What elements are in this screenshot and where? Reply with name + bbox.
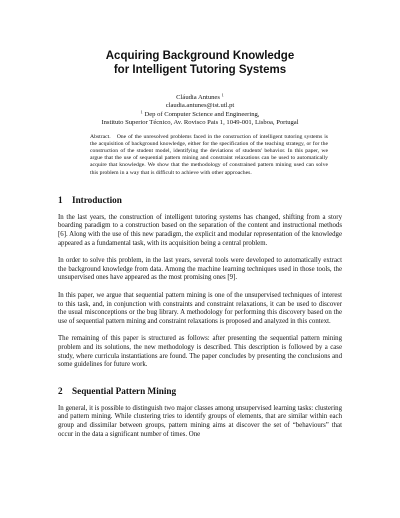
title-line-1: Acquiring Background Knowledge [105, 50, 295, 62]
paragraph: In the last years, the construction of intelligent tutoring systems has changed, shifting from a story boarding paradigm to a construction based on the separation of the content and instructional methods [6]. Along with the use of this new paradigm, the explicit and modular representation of the knowledge appeared as a fundamental task, with its acquisition being a central problem. [58, 213, 342, 247]
abstract [90, 134, 328, 177]
paragraph: The remaining of this paper is structured as follows: after presenting the sequential pattern mining problem and its solutions, the new methodology is described. This description is followed by a case study, where curricula instantiations are found. The paper concludes by presenting the conclusions and some guidelines for future work. [58, 335, 342, 369]
section-number: 1 [58, 194, 63, 205]
author-email: claudia.antunes@ist.utl.pt [165, 102, 235, 110]
author-name: Cláudia Antunes [176, 94, 220, 101]
section-title: Sequential Pattern Mining [72, 385, 177, 396]
author-line [58, 94, 342, 102]
section-number: 2 [58, 385, 63, 396]
section-heading-sequential-pattern-mining [58, 386, 342, 397]
abstract-text: One of the unresolved problems faced in the construction of intelligent tutoring systems is the acquisition of background knowledge, either for the specification of the teaching strategy, or for the construction of the student model, identifying the deviations of students' behavior. In this paper, we argue that the use of sequential pattern mining and constraint relaxations can be used to automatically acquire that knowledge. We show that the methodology of constrained pattern mining used can solve this problem in a way that is difficult to achieve with other approaches. [90, 133, 328, 176]
paragraph: In order to solve this problem, in the last years, several tools were developed to automatically extract the background knowledge from data. Among the machine learning techniques used in those tools, the unsupervised ones have appeared as the most promising ones [9]. [58, 257, 342, 282]
paragraph: In this paper, we argue that sequential pattern mining is one of the unsupervised techniques of interest to this task, and, in conjunction with constraints and constraint relaxations, it can be used to discover the usual misconceptions or the bug library. A methodology for performing this discovery based on the use of sequential pattern mining and constraint relaxations is proposed and analyzed in this context. [58, 292, 342, 325]
paragraph: In general, it is possible to distinguish two major classes among unsupervised learning tasks: clustering and pattern mining. While clustering tries to identify groups of elements, that are similar within each group and dissimilar between groups, pattern mining aims at discover the set of “behaviours” that occur in the data a significant number of times. One [58, 404, 342, 438]
affiliation-line-1 [58, 111, 342, 119]
section-heading-introduction [58, 195, 342, 206]
abstract-label: Abstract. [90, 133, 111, 140]
affiliation-text: Dep of Computer Science and Engineering, [144, 110, 260, 118]
paper-title [58, 0, 342, 77]
title-line-2: for Intelligent Tutoring Systems [113, 64, 287, 76]
affiliation-line-2: Instituto Superior Técnico, Av. Rovisco Pais 1, 1049-001, Lisboa, Portugal [101, 119, 299, 127]
author-superscript: 1 [221, 92, 224, 98]
author-block [58, 94, 342, 128]
affiliation-superscript: 1 [140, 109, 143, 115]
section-title: Introduction [72, 194, 122, 205]
